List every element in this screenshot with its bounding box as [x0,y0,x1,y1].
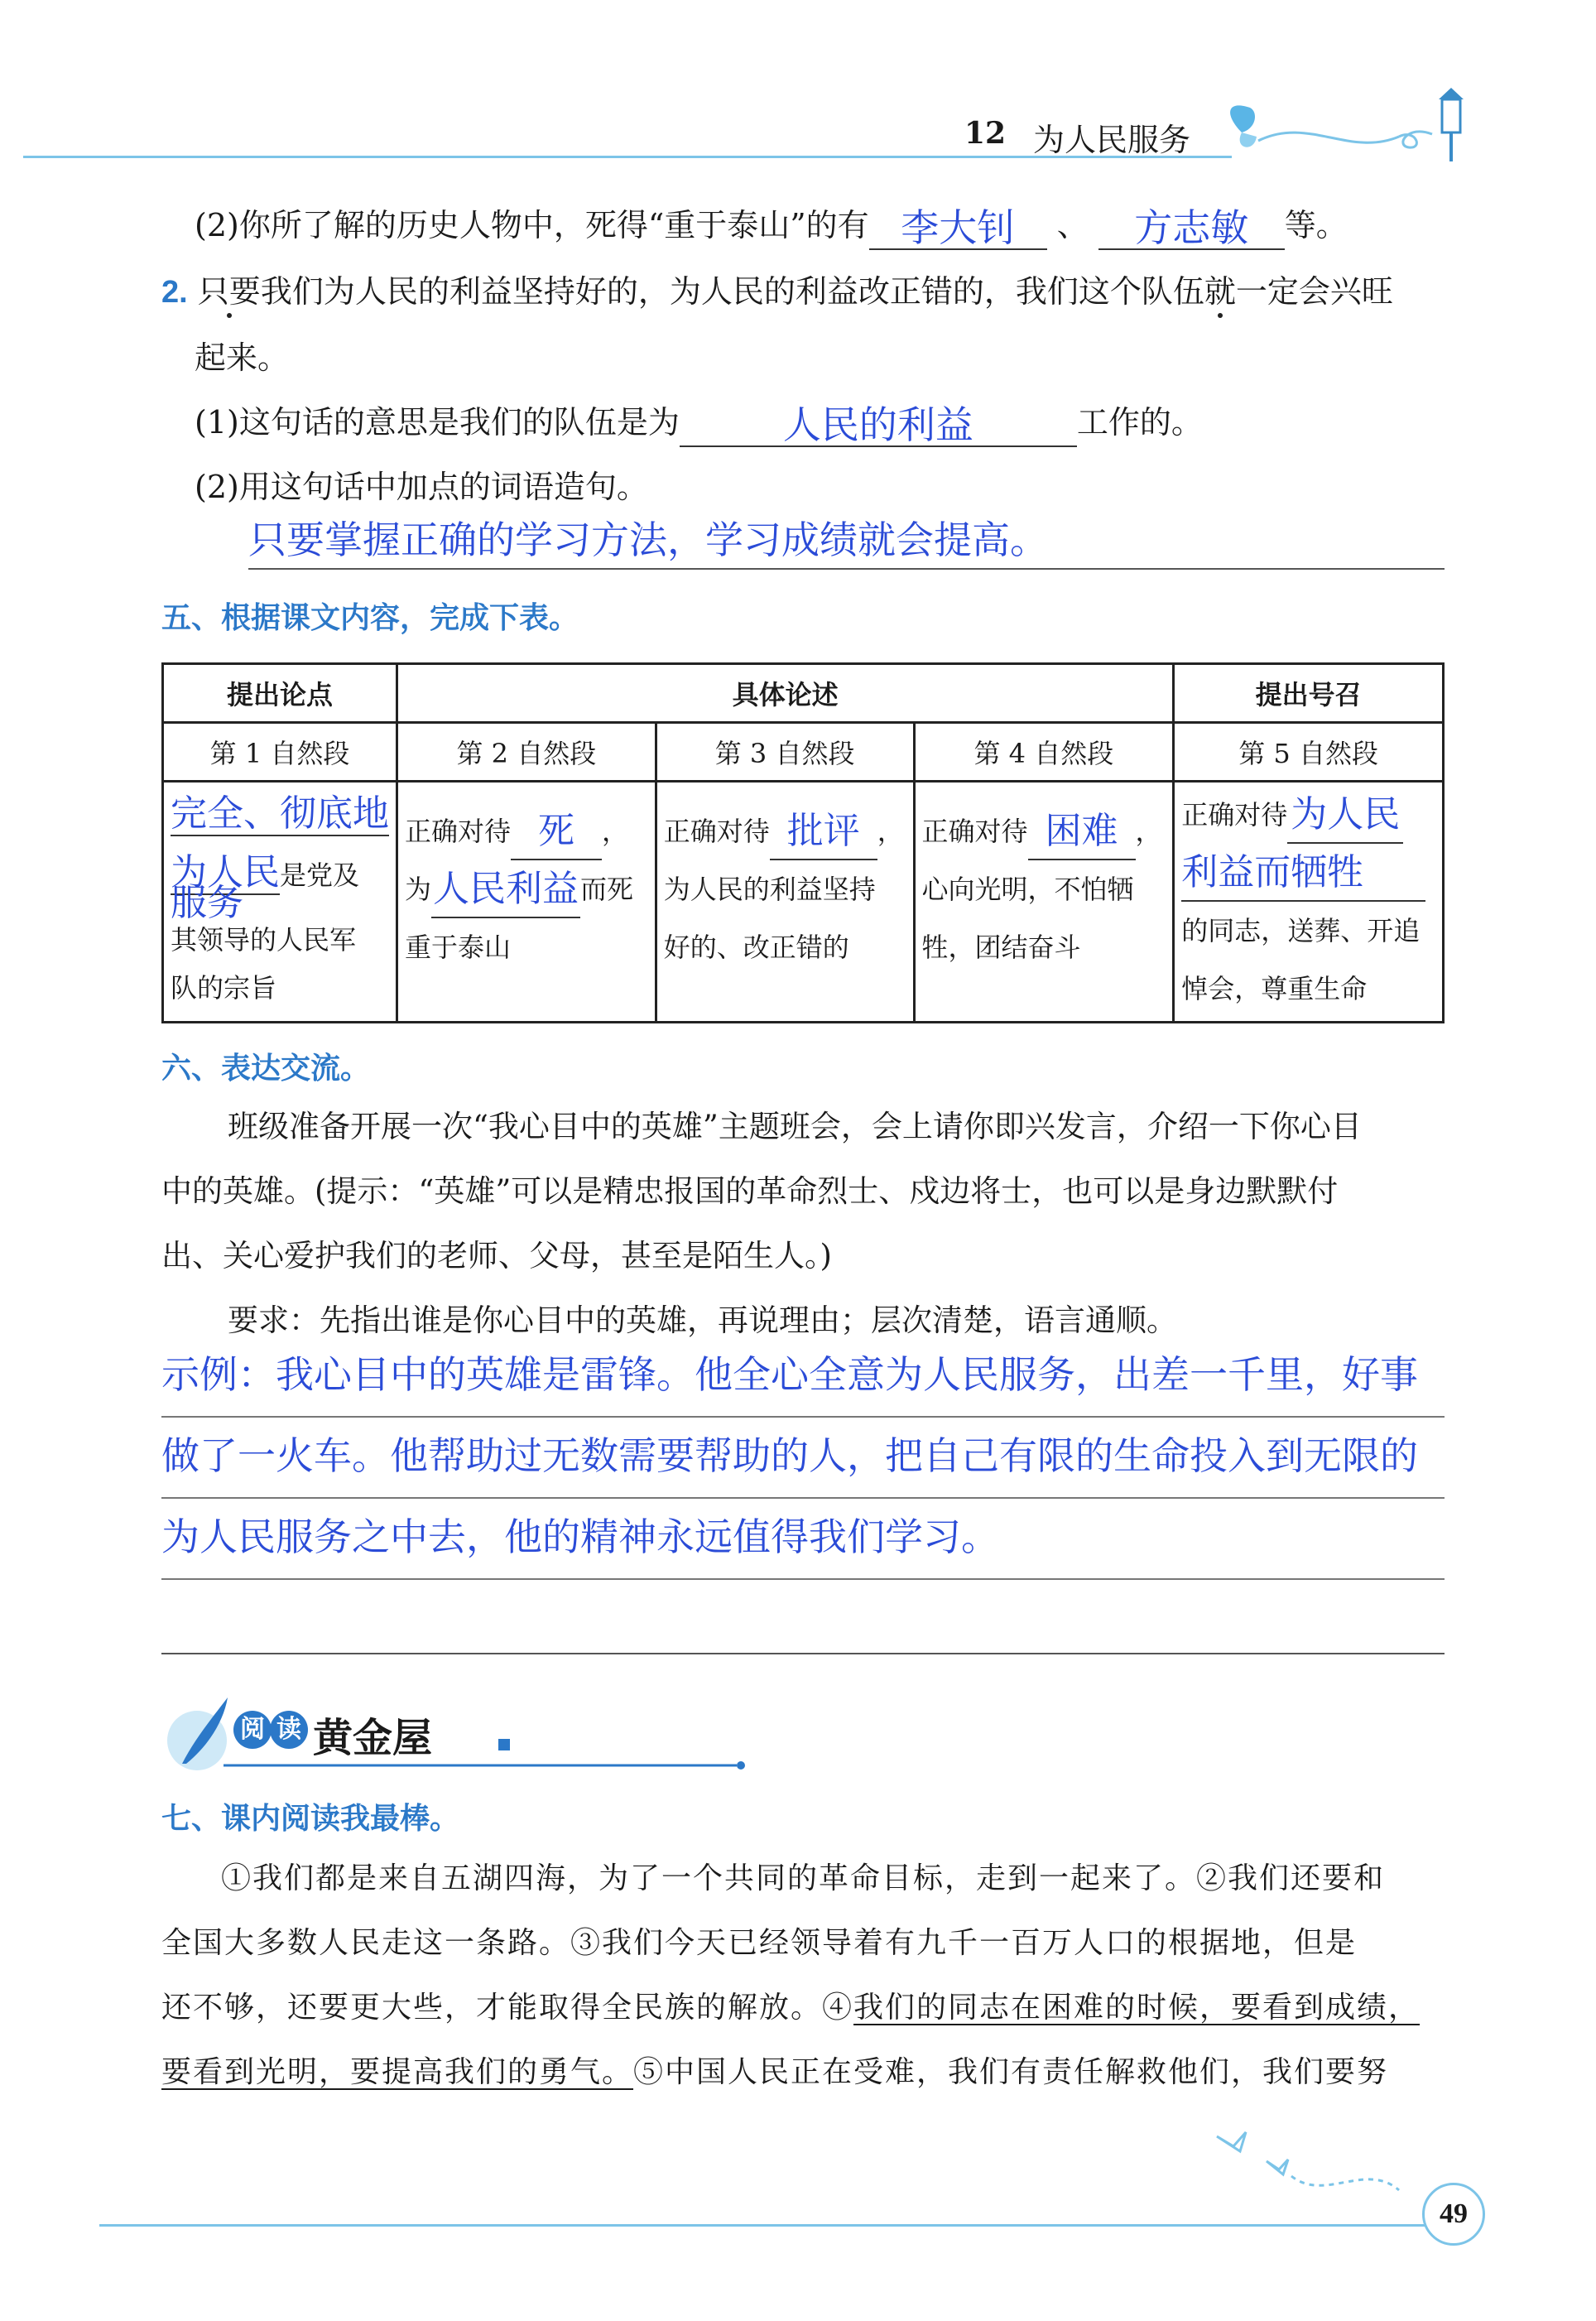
passage-underlined-3: 我们的同志在困难的时候，要看到成绩， [853,1991,1421,2025]
answer-cell1-c: 服务 [171,882,243,924]
page-number: 49 [1422,2183,1485,2246]
table-subheader-para2: 第 2 自然段 [397,723,656,782]
banner-square-icon [498,1739,510,1750]
q1-part2 [195,200,1348,250]
q2-part1-prefix: (1)这句话的意思是我们的队伍是为 [195,404,680,441]
passage-line-2: 全国大多数人民走这一条路。③我们今天已经领导着有九千一百万人口的根据地，但是 [161,1926,1358,1960]
q1-part2-prefix: (2)你所了解的历史人物中，死得“重于泰山”的有 [195,207,869,243]
table-cell-para5 [1174,782,1444,1023]
answer-sentence: 只要掌握正确的学习方法，学习成绩就会提高。 [248,518,1048,562]
passage-line-3a: 还不够，还要更大些，才能取得全民族的解放。④ [161,1991,854,2025]
table-cell-para1 [163,782,397,1023]
section6-para-3: 出、关心爱护我们的老师、父母，甚至是陌生人。) [161,1238,832,1274]
table-cell-para2 [397,782,656,1023]
table-subheader-para5: 第 5 自然段 [1174,723,1444,782]
cell3-text-a: 正确对待 [663,816,770,847]
passage-line-4b: ⑤中国人民正在受难，我们有责任解救他们，我们要努 [633,2055,1389,2089]
q2-text-d: 一定会兴旺 [1235,273,1393,310]
cell3-text-c: 好的、改正错的 [663,932,849,963]
answer-cell3-a: 批评 [786,810,860,852]
section6-prompt [161,1095,1453,1353]
footer-rule [99,2224,1432,2227]
separator: 、 [1056,207,1089,243]
section6-para-2: 中的英雄。(提示：“英雄”可以是精忠报国的革命烈士、戍边将士，也可以是身边默默付 [161,1173,1339,1209]
butterfly-lamp-decoration-icon [1217,83,1482,166]
answer-cell4-a: 困难 [1045,810,1118,852]
section6-requirement: 要求：先指出谁是你心目中的英雄，再说理由；层次清楚，语言通顺。 [228,1303,1177,1338]
q2-part2-answer-line [248,513,1445,570]
table-cell-para4 [914,782,1174,1023]
section7-title: 七、课内阅读我最棒。 [161,1802,460,1836]
q2-number: 2. [161,275,188,310]
answer-historical-figure-a: 李大钊 [901,205,1016,250]
table-subheader-para4: 第 4 自然段 [914,723,1174,782]
badge-char-b: 读 [270,1711,308,1749]
answer-purpose: 人民的利益 [782,402,973,447]
q2-text-e: 起来。 [195,339,290,376]
passage-underlined-4: 要看到光明，要提高我们的勇气。 [161,2055,634,2089]
table-header-call: 提出号召 [1174,664,1444,723]
cell5-text-b: 的同志，送葬、开追 [1181,915,1421,946]
q1-part2-suffix: 等。 [1284,207,1348,243]
reading-banner [157,1689,753,1772]
answer-cell2-b: 人民利益 [433,868,579,910]
cell4-text-b: 心向光明，不怕牺 [921,874,1134,905]
table-header-argument: 提出论点 [163,664,397,723]
summary-table [161,662,1445,1023]
cell1-text-a: 是党及 [280,860,360,891]
cell4-text-a: 正确对待 [921,816,1028,847]
cell5-text-a: 正确对待 [1181,799,1288,831]
answer-cell2-a: 死 [538,810,575,852]
q2-text-b: 我们为人民的利益坚持好的，为人民的利益改正错的，我们这个队伍 [260,273,1204,310]
answer-cell5-b: 利益而牺牲 [1181,851,1364,893]
cell2-text-b: 为 [405,874,432,905]
cell4-comma: ， [1135,816,1162,847]
answer-cell1-a: 完全、彻底地 [171,792,389,835]
section6-title: 六、表达交流。 [161,1052,371,1086]
table-header-discussion: 具体论述 [397,664,1174,723]
cell1-text-c: 队的宗旨 [171,972,277,1004]
answer-cell5-a: 为人民 [1291,793,1401,835]
cell3-text-b: 为人民的利益坚持 [663,874,876,905]
essay-answer-line-2: 做了一火车。他帮助过无数需要帮助的人，把自己有限的生命投入到无限的 [161,1431,1445,1499]
lesson-number: 12 [964,116,1007,151]
blank-answer-line [161,1653,1445,1654]
essay-answer-line-3: 为人民服务之中去，他的精神永远值得我们学习。 [161,1512,1445,1580]
badge-char-a: 阅 [233,1711,272,1749]
banner-title: 黄金屋 [313,1715,433,1761]
q2-text-a: 只要 [197,273,261,310]
cell2-text-a: 正确对待 [405,816,512,847]
section6-para-1: 班级准备开展一次“我心目中的英雄”主题班会，会上请你即兴发言，介绍一下你心目 [228,1109,1362,1144]
cell5-text-c: 悼会，尊重生命 [1181,973,1368,1004]
cell2-text-c: 而死 [580,874,634,905]
table-cell-para3 [656,782,914,1023]
essay-answer-line-1: 示例：我心目中的英雄是雷锋。他全心全意为人民服务，出差一千里，好事 [161,1350,1445,1418]
table-subheader-para1: 第 1 自然段 [163,723,397,782]
answer-historical-figure-b: 方志敏 [1134,205,1249,250]
section5-title: 五、根据课文内容，完成下表。 [161,601,579,635]
cell2-text-d: 重于泰山 [405,932,512,963]
cell3-comma: ， [877,816,904,847]
q2-sentence [161,267,1393,317]
cell2-comma: ， [602,816,629,847]
cell1-text-b: 其领导的人民军 [171,924,357,956]
q2-text-c: 就 [1204,273,1236,310]
q2-part1 [195,397,1203,447]
answer-cell1-b: 为人民 [171,851,280,893]
lesson-title: 为人民服务 [1033,122,1191,158]
reading-passage [161,1847,1420,2105]
cell4-text-c: 牲，团结奋斗 [921,932,1081,963]
passage-line-1: ①我们都是来自五湖四海，为了一个共同的革命目标，走到一起来了。②我们还要和 [221,1861,1386,1895]
table-subheader-para3: 第 3 自然段 [656,723,914,782]
q2-part1-suffix: 工作的。 [1076,404,1203,441]
q2-part2-prompt: (2)用这句话中加点的词语造句。 [195,469,648,505]
